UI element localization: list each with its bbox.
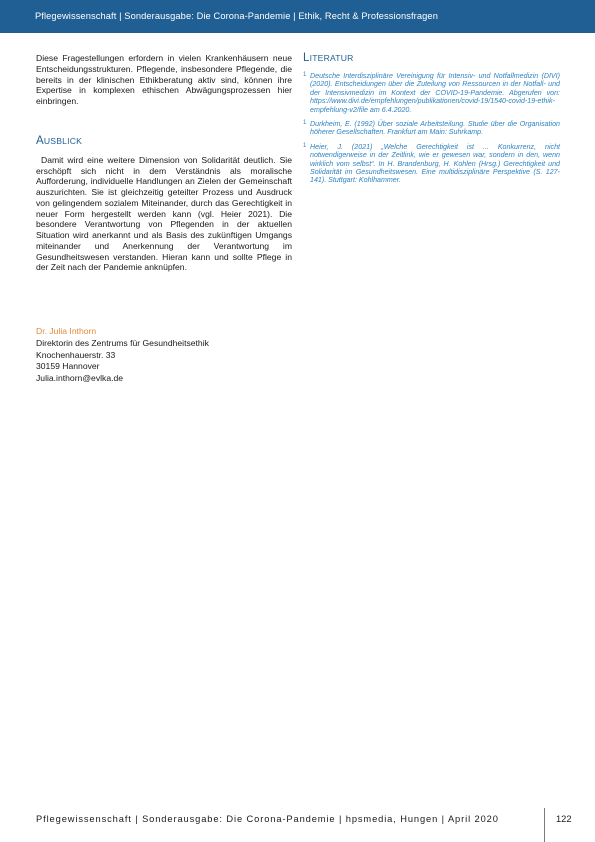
reference-text: Heier, J. (2021) „Welche Gerechtigkeit ist ... Konkurrenz, nicht notwendigerweise in der Zeitlink, wie er gewesen war, sondern in den, wenn wirklich vom selbst“. In H. Brandenburg, H. Kohlen (Hrsg.) Gerechtigkeit und Solidarität im Gesundheitswesen. Eine multidisziplinäre Perspektive (S. 127-141). Stuttgart: Kohlhammer. (310, 142, 560, 185)
reference-marker: 1 (303, 72, 307, 78)
ausblick-heading (36, 135, 292, 147)
author-block (36, 326, 209, 385)
footer-divider (544, 808, 545, 842)
literatur-heading-rest: ITERATUR (309, 53, 354, 63)
running-title: Pflegewissenschaft | Sonderausgabe: Die Corona-Pandemie | Ethik, Recht & Professionsfragen (35, 11, 438, 21)
header-bar (0, 0, 595, 33)
page-number: 122 (556, 814, 572, 824)
author-name: Dr. Julia Inthorn (36, 326, 97, 336)
author-email[interactable]: Julia.inthorn@evlka.de (36, 373, 124, 384)
reference-text: Deutsche Interdisziplinäre Vereinigung für Intensiv- und Notfallmedizin (DIVI) (2020). Entscheidungen über die Zuteilung von Ressourcen in der Notfall- und der Intensivmedizin im Kontext der COVID-19-Pandemie. Abgerufen von: https://www.divi.de/empfehlungen/publikationen/covid-19/1540-covid-19-ethik-empfehlung-v2/file am 6.4.2020. (310, 72, 560, 114)
literatur-heading (303, 52, 560, 64)
reference-marker: 1 (303, 142, 307, 149)
ausblick-paragraph: Damit wird eine weitere Dimension von Solidarität deutlich. Sie erschöpft sich nicht in dem Verständnis als moralische Aufforderung, individuelle Handlungen an Zielen der Gemeinschaft auszurichten. Sie ist gleichzeitig geteilter Prozess und Ausdruck von gelingendem sozialem Miteinander, durch das Gerechtigkeit in neuer Form hergestellt werden kann (vgl. Heier 2021). Die besondere Verantwortung von Pflegenden in der aktuellen Situation wird anerkannt und als Basis des zukünftigen Umgangs miteinander und Anerkennung der Verantwortung im Gesundheitswesen verstanden. Hieran kann und sollte Pflege in der Zeit nach der Pandemie anknüpfen. (36, 154, 292, 273)
left-column (36, 53, 292, 273)
literatur-heading-initial: L (303, 52, 310, 64)
reference-text: Durkheim, E. (1992) Über soziale Arbeitsteilung. Studie über die Organisation höherer Gesellschaften. Frankfurt am Main: Suhrkamp. (310, 120, 560, 137)
reference-item (303, 120, 560, 137)
ausblick-heading-initial: A (36, 134, 44, 147)
author-city: 30159 Hannover (36, 361, 100, 372)
reference-item (303, 72, 560, 114)
reference-item (303, 143, 560, 185)
reference-marker: 1 (303, 120, 307, 127)
ausblick-heading-rest: USBLICK (43, 135, 83, 146)
intro-paragraph: Diese Fragestellungen erfordern in vielen Krankenhäusern neue Entscheidungsstrukturen. Pflegende, insbesondere Pflegende, die bereits in der klinischen Ethikberatung aktiv sind, können ihre Expertise in komplexen ethischen Abwägungsprozessen hier einbringen. (36, 53, 292, 106)
footer-text: Pflegewissenschaft | Sonderausgabe: Die Corona-Pandemie | hpsmedia, Hungen | April 2020 (36, 814, 499, 824)
author-position: Direktorin des Zentrums für Gesundheitsethik (36, 337, 209, 348)
right-column (303, 53, 560, 191)
author-street: Knochenhauerstr. 33 (36, 349, 116, 360)
